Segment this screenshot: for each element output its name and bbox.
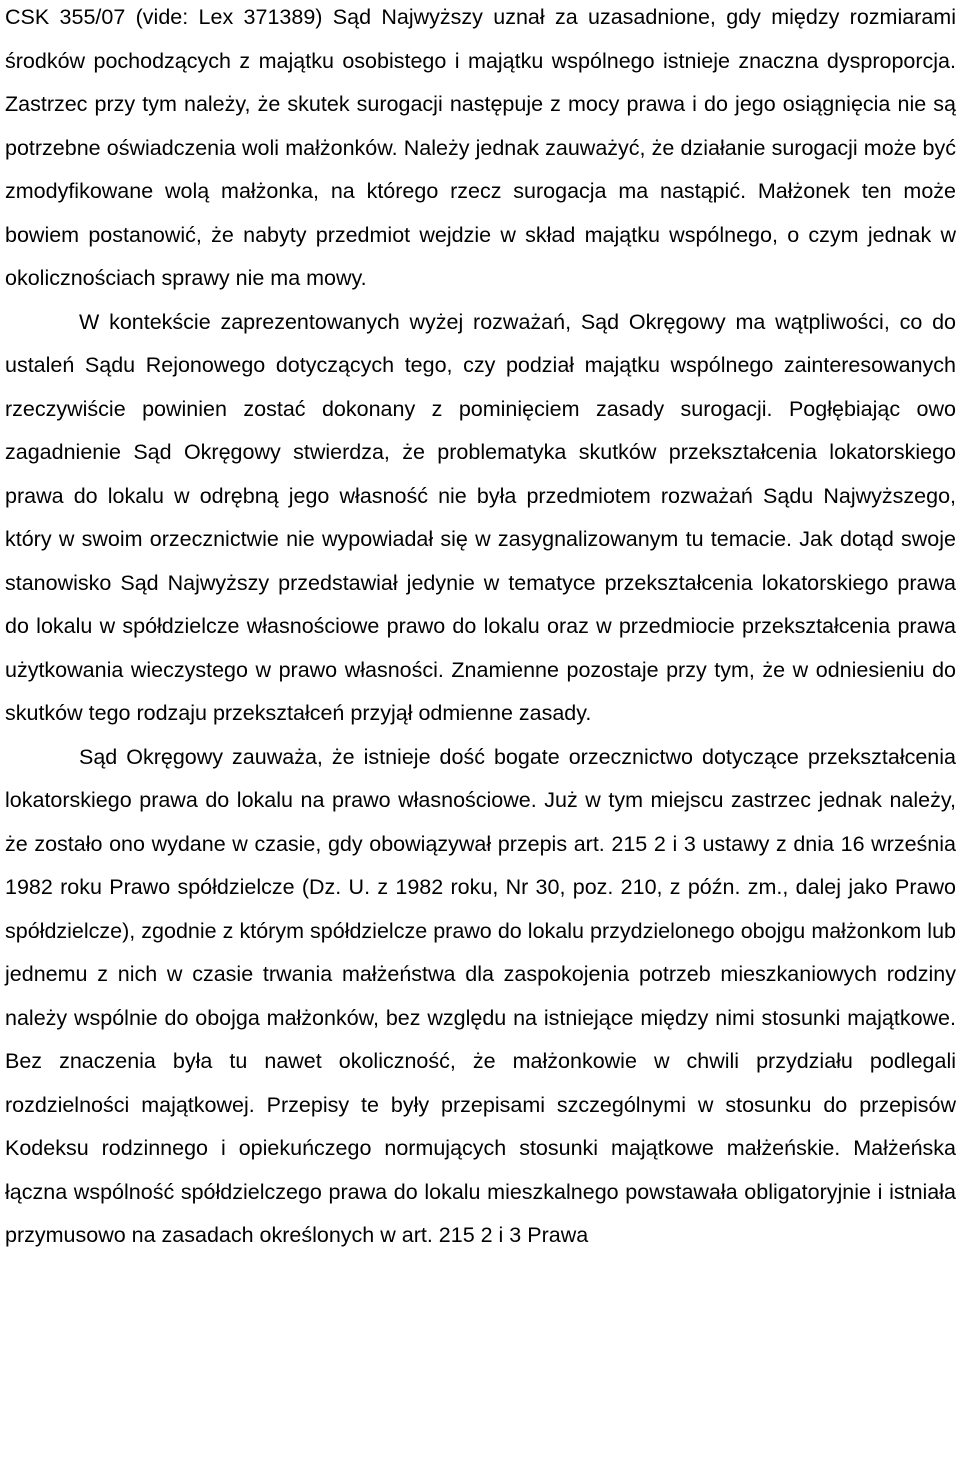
- paragraph-2: W kontekście zaprezentowanych wyżej rozważań, Sąd Okręgowy ma wątpliwości, co do ustaleń Sądu Rejonowego dotyczących tego, czy podział majątku wspólnego zainteresowanych rzeczywiście powinien zostać dokonany z pominięciem zasady surogacji. Pogłębiając owo zagadnienie Sąd Okręgowy stwierdza, że problematyka skutków przekształcenia lokatorskiego prawa do lokalu w odrębną jego własność nie była przedmiotem rozważań Sądu Najwyższego, który w swoim orzecznictwie nie wypowiadał się w zasygnalizowanym tu temacie. Jak dotąd swoje stanowisko Sąd Najwyższy przedstawiał jedynie w tematyce przekształcenia lokatorskiego prawa do lokalu w spółdzielcze własnościowe prawo do lokalu oraz w przedmiocie przekształcenia prawa użytkowania wieczystego w prawo własności. Znamienne pozostaje przy tym, że w odniesieniu do skutków tego rodzaju przekształceń przyjął odmienne zasady.: [5, 309, 956, 725]
- paragraph-3: Sąd Okręgowy zauważa, że istnieje dość bogate orzecznictwo dotyczące przekształcenia lokatorskiego prawa do lokalu na prawo własnościowe. Już w tym miejscu zastrzec jednak należy, że zostało ono wydane w czasie, gdy obowiązywał przepis art. 215 2 i 3 ustawy z dnia 16 września 1982 roku Prawo spółdzielcze (Dz. U. z 1982 roku, Nr 30, poz. 210, z późn. zm., dalej jako Prawo spółdzielcze), zgodnie z którym spółdzielcze prawo do lokalu przydzielonego obojgu małżonkom lub jednemu z nich w czasie trwania małżeństwa dla zaspokojenia potrzeb mieszkaniowych rodziny należy wspólnie do obojga małżonków, bez względu na istniejące między nimi stosunki majątkowe. Bez znaczenia była tu nawet okoliczność, że małżonkowie w chwili przydziału podlegali rozdzielności majątkowej. Przepisy te były przepisami szczególnymi w stosunku do przepisów Kodeksu rodzinnego i opiekuńczego normujących stosunki majątkowe małżeńskie. Małżeńska łączna wspólność spółdzielczego prawa do lokalu mieszkalnego powstawała obligatoryjnie i istniała przymusowo na zasadach określonych w art. 215 2 i 3 Prawa: [5, 744, 956, 1247]
- paragraph-1: CSK 355/07 (vide: Lex 371389) Sąd Najwyższy uznał za uzasadnione, gdy między rozmiarami środków pochodzących z majątku osobistego i majątku wspólnego istnieje znaczna dysproporcja. Zastrzec przy tym należy, że skutek surogacji następuje z mocy prawa i do jego osiągnięcia nie są potrzebne oświadczenia woli małżonków. Należy jednak zauważyć, że działanie surogacji może być zmodyfikowane wolą małżonka, na którego rzecz surogacja ma nastąpić. Małżonek ten może bowiem postanowić, że nabyty przedmiot wejdzie w skład majątku wspólnego, o czym jednak w okolicznościach sprawy nie ma mowy.: [5, 5, 956, 290]
